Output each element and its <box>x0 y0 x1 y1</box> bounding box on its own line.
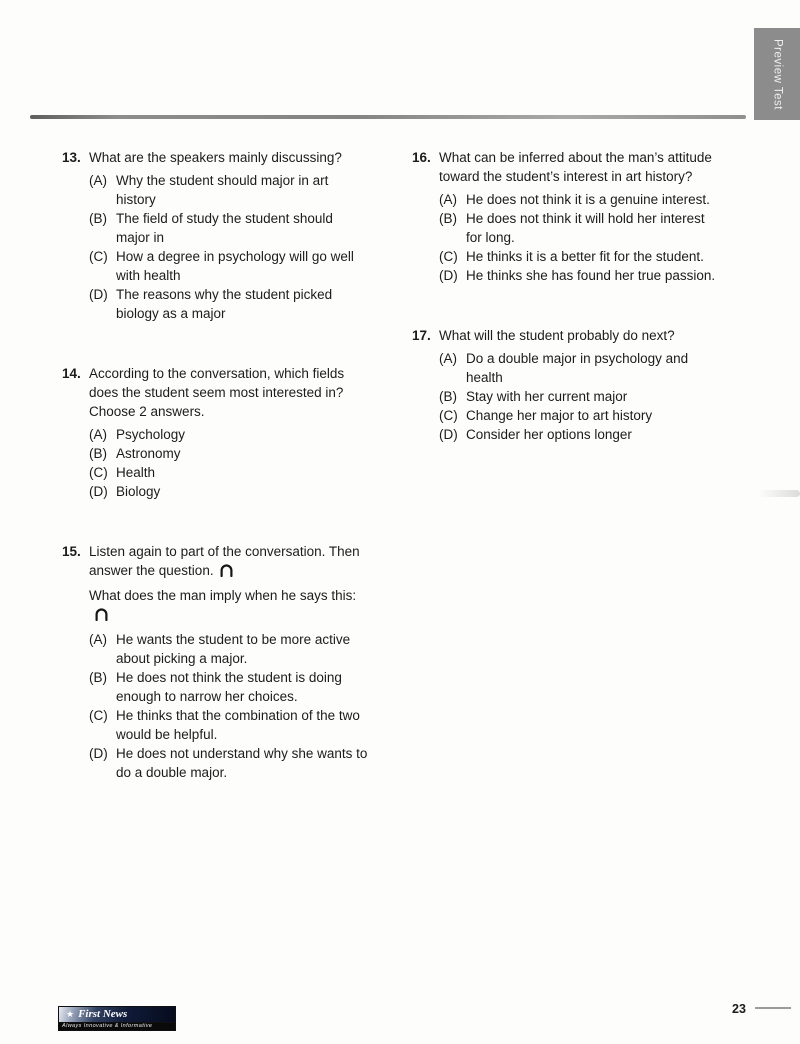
option-label: (C) <box>89 465 108 480</box>
option-label: (C) <box>89 708 108 723</box>
option-text: The reasons why the student picked biology as a major <box>116 287 333 321</box>
option-label: (D) <box>89 746 108 761</box>
options-list <box>62 425 380 501</box>
option-label: (B) <box>89 670 107 685</box>
answer-option <box>439 209 730 247</box>
publisher-logo-text: First News <box>78 1008 128 1020</box>
option-label: (A) <box>439 351 457 366</box>
question-number: 17. <box>412 328 431 343</box>
option-text: How a degree in psychology will go well with health <box>116 249 354 283</box>
option-text: Stay with her current major <box>466 389 628 404</box>
option-label: (A) <box>89 632 107 647</box>
option-label: (A) <box>89 173 107 188</box>
answer-option <box>89 171 380 209</box>
option-label: (C) <box>89 249 108 264</box>
option-text: Astronomy <box>116 446 181 461</box>
question-16 <box>412 148 730 285</box>
question-prompt <box>89 542 371 582</box>
option-label: (C) <box>439 408 458 423</box>
option-text: Biology <box>116 484 161 499</box>
answer-option <box>89 630 380 668</box>
answer-option <box>439 247 730 266</box>
option-text: Psychology <box>116 427 186 442</box>
option-text: He does not think it will hold her interest for long. <box>466 211 705 245</box>
question-prompt-text: What are the speakers mainly discussing? <box>89 150 342 165</box>
option-text: He wants the student to be more active about picking a major. <box>116 632 351 666</box>
question-13 <box>62 148 380 323</box>
questions-column-left <box>62 148 380 823</box>
answer-option <box>89 668 380 706</box>
publisher-logo-main <box>58 1006 176 1023</box>
section-divider <box>30 115 746 119</box>
preview-test-tab <box>754 28 800 120</box>
question-17 <box>412 326 730 444</box>
answer-option <box>89 247 380 285</box>
option-label: (A) <box>89 427 107 442</box>
question-prompt-text: Listen again to part of the conversation. Then answer the question. <box>89 544 360 578</box>
option-label: (B) <box>89 211 107 226</box>
questions-column-right <box>412 148 730 485</box>
question-prompt <box>439 326 721 345</box>
answer-option <box>439 387 730 406</box>
answer-option <box>89 482 380 501</box>
option-label: (D) <box>89 287 108 302</box>
question-15 <box>62 542 380 782</box>
answer-option <box>439 266 730 285</box>
option-text: Health <box>116 465 156 480</box>
options-list <box>62 171 380 323</box>
option-text: Consider her options longer <box>466 427 632 442</box>
options-list <box>412 349 730 444</box>
replay-prompt <box>89 586 371 626</box>
question-number: 13. <box>62 150 81 165</box>
page-number-rule <box>755 1007 791 1009</box>
answer-option <box>439 406 730 425</box>
question-prompt-text: What can be inferred about the man’s attitude toward the student’s interest in art history? <box>439 150 712 184</box>
publisher-logo <box>58 1006 176 1031</box>
options-list <box>62 630 380 782</box>
option-label: (A) <box>439 192 457 207</box>
option-label: (D) <box>439 268 458 283</box>
option-label: (C) <box>439 249 458 264</box>
question-14 <box>62 364 380 501</box>
question-number: 16. <box>412 150 431 165</box>
option-text: He does not think the student is doing enough to narrow her choices. <box>116 670 342 704</box>
option-text: Do a double major in psychology and health <box>466 351 689 385</box>
option-text: He does not understand why she wants to do a double major. <box>116 746 368 780</box>
question-prompt-text: According to the conversation, which fields does the student seem most interested in? Choose 2 answers. <box>89 366 345 419</box>
answer-option <box>89 744 380 782</box>
preview-test-tab-label: Preview Test <box>771 38 784 110</box>
scan-smudge <box>758 490 800 497</box>
option-label: (D) <box>439 427 458 442</box>
option-text: Why the student should major in art history <box>116 173 329 207</box>
option-text: He thinks it is a better fit for the student. <box>466 249 704 264</box>
question-prompt-text: What will the student probably do next? <box>439 328 675 343</box>
question-number: 15. <box>62 544 81 559</box>
options-list <box>412 190 730 285</box>
option-text: He thinks she has found her true passion. <box>466 268 716 283</box>
question-prompt <box>89 148 371 167</box>
option-text: He does not think it is a genuine interest. <box>466 192 710 207</box>
answer-option <box>89 706 380 744</box>
question-prompt <box>439 148 721 186</box>
option-label: (B) <box>439 211 457 226</box>
replay-prompt-text: What does the man imply when he says this: <box>89 588 357 603</box>
question-number: 14. <box>62 366 81 381</box>
option-label: (B) <box>439 389 457 404</box>
answer-option <box>439 349 730 387</box>
star-icon: ★ <box>66 1009 75 1019</box>
option-label: (B) <box>89 446 107 461</box>
option-text: The field of study the student should major in <box>116 211 333 245</box>
answer-option <box>89 209 380 247</box>
page-number: 23 <box>732 1002 746 1016</box>
answer-option <box>89 463 380 482</box>
option-text: Change her major to art history <box>466 408 653 423</box>
headphone-icon <box>94 607 109 626</box>
answer-option <box>439 425 730 444</box>
answer-option <box>89 444 380 463</box>
option-label: (D) <box>89 484 108 499</box>
answer-option <box>439 190 730 209</box>
question-prompt <box>89 364 371 421</box>
answer-option <box>89 285 380 323</box>
answer-option <box>89 425 380 444</box>
option-text: He thinks that the combination of the two would be helpful. <box>116 708 360 742</box>
headphone-icon <box>219 563 234 582</box>
publisher-logo-tagline: Always Innovative & Informative <box>58 1023 176 1031</box>
